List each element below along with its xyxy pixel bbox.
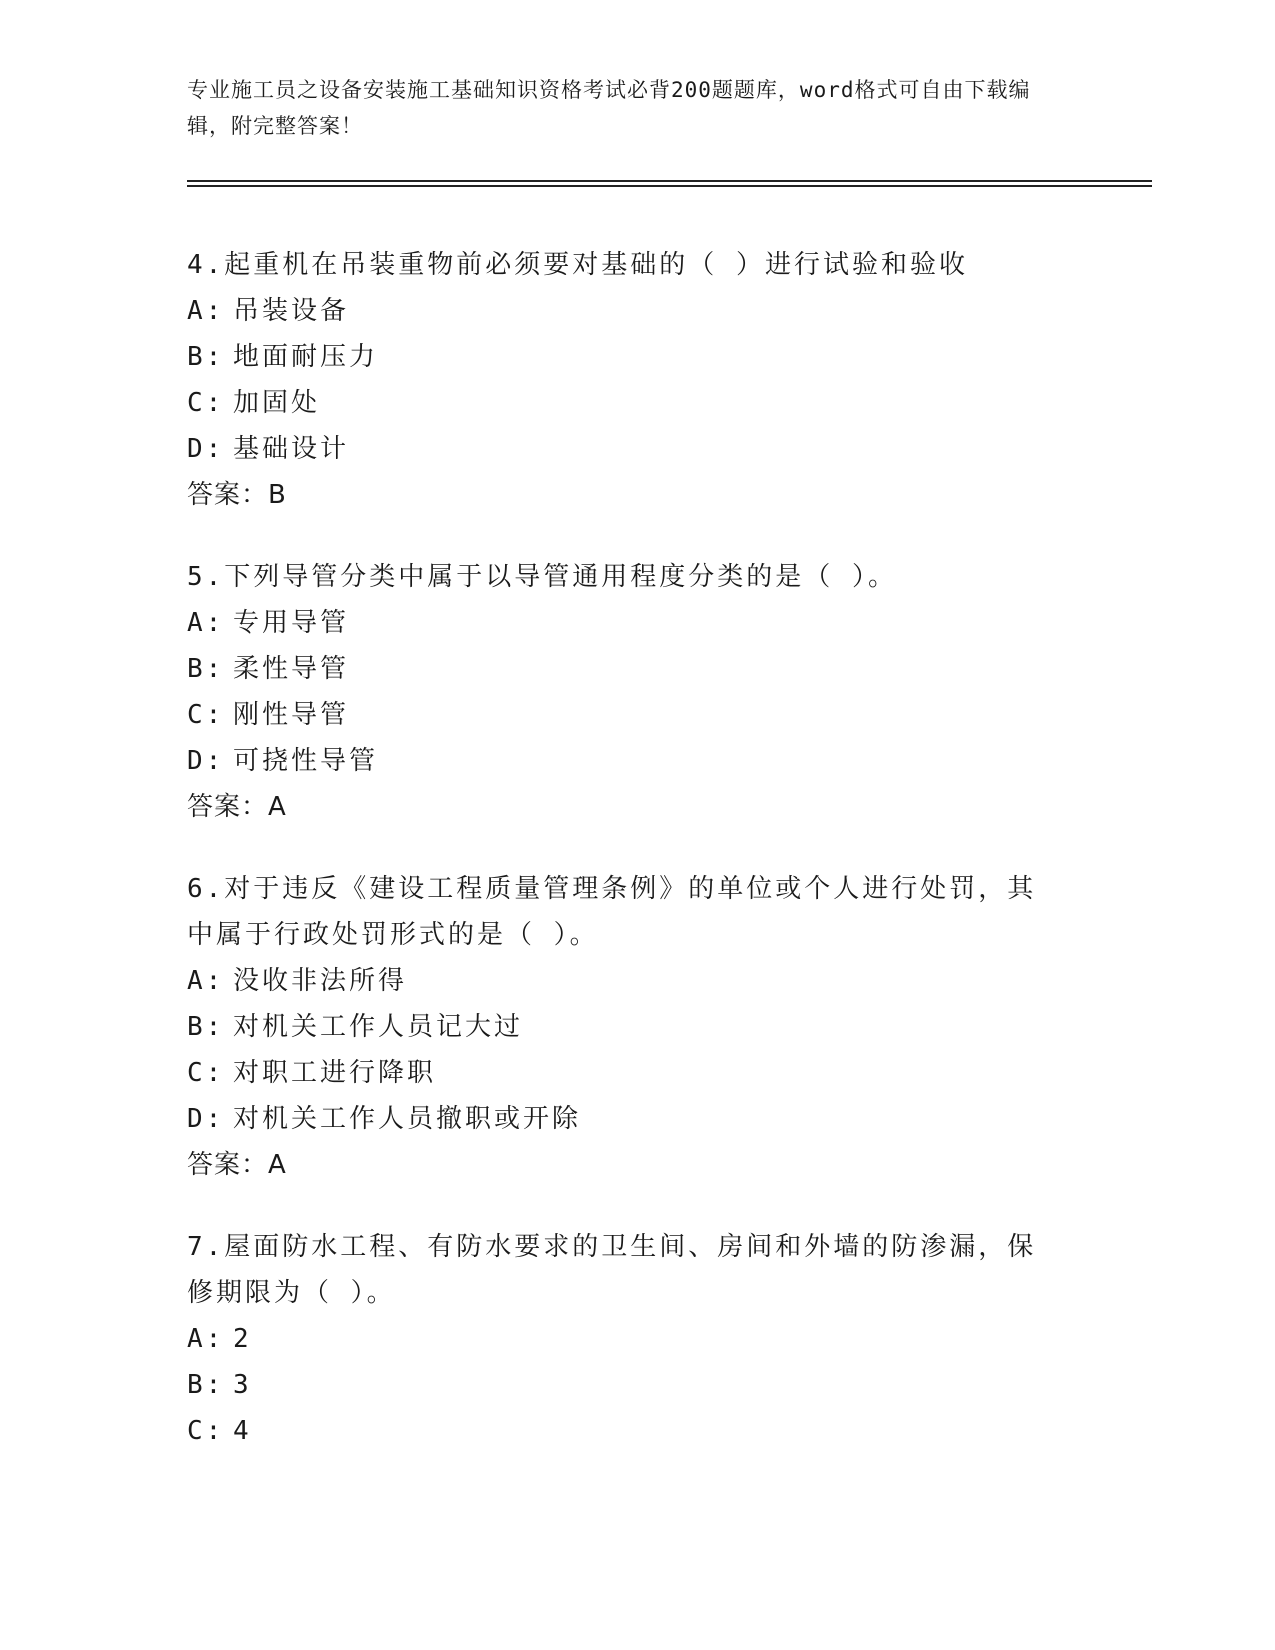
option-letter: B: <box>187 654 225 684</box>
option-text: 柔性导管 <box>233 654 350 684</box>
answer-line: 答案：A <box>187 792 287 822</box>
document-header: 专业施工员之设备安装施工基础知识资格考试必背200题题库，word格式可自由下载编辑，附完整答案！ <box>187 78 1031 138</box>
question-stem: 6.对于违反《建设工程质量管理条例》的单位或个人进行处罚，其中属于行政处罚形式的是（ ）。 <box>187 874 1037 950</box>
option-letter: A: <box>187 608 225 638</box>
question-item <box>187 554 1152 830</box>
question-stem: 7.屋面防水工程、有防水要求的卫生间、房间和外墙的防渗漏，保修期限为（ ）。 <box>187 1232 1037 1308</box>
option-letter: C: <box>187 1058 225 1088</box>
option-letter: A: <box>187 1324 225 1354</box>
option-c <box>187 1050 1152 1096</box>
question-stem: 4.起重机在吊装重物前必须要对基础的（ ）进行试验和验收 <box>187 250 968 280</box>
option-letter: D: <box>187 746 225 776</box>
option-text: 专用导管 <box>233 608 350 638</box>
option-c <box>187 1408 1152 1454</box>
option-a <box>187 1316 1152 1362</box>
question-item <box>187 866 1152 1188</box>
option-text: 对职工进行降职 <box>233 1058 437 1088</box>
option-a <box>187 288 1152 334</box>
question-stem: 5.下列导管分类中属于以导管通用程度分类的是（ ）。 <box>187 562 897 592</box>
option-letter: B: <box>187 342 225 372</box>
option-a <box>187 600 1152 646</box>
option-b <box>187 1004 1152 1050</box>
option-d <box>187 738 1152 784</box>
option-letter: A: <box>187 966 225 996</box>
option-letter: C: <box>187 1416 225 1446</box>
answer-line: 答案：B <box>187 480 287 510</box>
option-text: 吊装设备 <box>233 296 350 326</box>
option-text: 刚性导管 <box>233 700 350 730</box>
option-b <box>187 334 1152 380</box>
divider-line <box>187 180 1152 182</box>
option-text: 2 <box>233 1324 252 1354</box>
option-letter: B: <box>187 1370 225 1400</box>
option-text: 可挠性导管 <box>233 746 379 776</box>
question-list <box>187 242 1152 1454</box>
option-a <box>187 958 1152 1004</box>
option-letter: B: <box>187 1012 225 1042</box>
option-c <box>187 380 1152 426</box>
option-d <box>187 426 1152 472</box>
option-b <box>187 1362 1152 1408</box>
option-text: 对机关工作人员撤职或开除 <box>233 1104 582 1134</box>
option-text: 基础设计 <box>233 434 350 464</box>
option-text: 没收非法所得 <box>233 966 408 996</box>
option-letter: A: <box>187 296 225 326</box>
option-text: 对机关工作人员记大过 <box>233 1012 524 1042</box>
option-text: 3 <box>233 1370 252 1400</box>
option-text: 加固处 <box>233 388 321 418</box>
option-b <box>187 646 1152 692</box>
option-c <box>187 692 1152 738</box>
option-text: 4 <box>233 1416 252 1446</box>
option-letter: C: <box>187 700 225 730</box>
option-letter: D: <box>187 1104 225 1134</box>
header-divider <box>187 180 1152 187</box>
question-item <box>187 242 1152 518</box>
option-letter: D: <box>187 434 225 464</box>
option-text: 地面耐压力 <box>233 342 379 372</box>
answer-line: 答案：A <box>187 1150 287 1180</box>
divider-line <box>187 185 1152 187</box>
question-item <box>187 1224 1152 1454</box>
option-d <box>187 1096 1152 1142</box>
option-letter: C: <box>187 388 225 418</box>
document-page <box>187 72 1152 1490</box>
